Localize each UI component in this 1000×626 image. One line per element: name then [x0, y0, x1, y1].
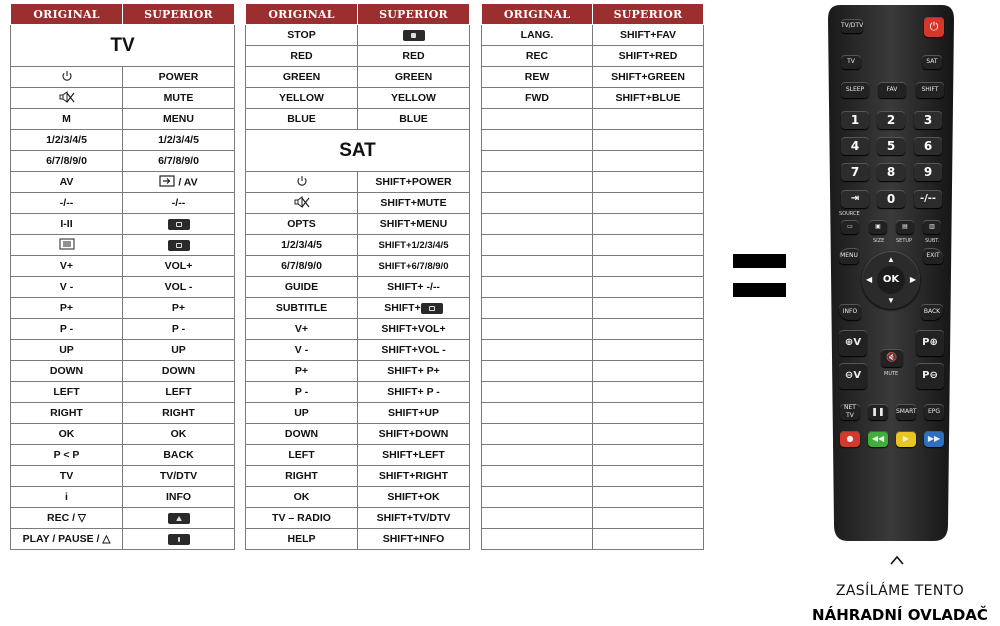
power-icon — [61, 70, 73, 85]
superior-cell — [593, 151, 704, 172]
original-cell: 1/2/3/4/5 — [246, 235, 358, 256]
superior-cell: SHIFT+RIGHT — [358, 466, 470, 487]
blue-button[interactable]: ▶▶ — [924, 431, 944, 447]
table-row — [11, 235, 235, 256]
original-cell: 1/2/3/4/5 — [11, 130, 123, 151]
original-cell: OPTS — [246, 214, 358, 235]
original-cell: HELP — [246, 529, 358, 550]
table-row — [482, 403, 704, 424]
net-tv-button[interactable]: NET TV — [840, 404, 860, 420]
section-title-sat: SAT — [246, 130, 470, 172]
table-row — [246, 235, 470, 256]
table-row — [11, 445, 235, 466]
original-cell — [482, 487, 593, 508]
green-button[interactable]: ◀◀ — [868, 431, 888, 447]
epg-button[interactable]: EPG — [924, 404, 944, 420]
superior-cell — [123, 508, 235, 529]
original-cell: P+ — [11, 298, 123, 319]
superior-cell — [593, 109, 704, 130]
source-button[interactable]: ▭ — [841, 220, 859, 234]
original-cell — [482, 403, 593, 424]
table-row — [246, 319, 470, 340]
original-cell: OK — [11, 424, 123, 445]
superior-cell: SHIFT+TV/DTV — [358, 508, 470, 529]
input-source-button[interactable]: ⇥ — [841, 190, 869, 208]
digit-7-button[interactable]: 7 — [841, 163, 869, 181]
original-cell — [482, 256, 593, 277]
superior-cell — [593, 445, 704, 466]
original-cell: STOP — [246, 25, 358, 46]
table-row — [246, 466, 470, 487]
superior-cell: BLUE — [358, 109, 470, 130]
table-row — [246, 298, 470, 319]
prog-up-button[interactable]: P⊕ — [916, 330, 944, 356]
table-row — [482, 214, 704, 235]
pause-button[interactable]: ❚❚ — [868, 404, 888, 420]
superior-cell: SHIFT+OK — [358, 487, 470, 508]
superior-cell — [593, 214, 704, 235]
original-cell — [482, 340, 593, 361]
tvdtv-button[interactable]: TV/DTV — [841, 19, 863, 33]
original-cell — [482, 298, 593, 319]
superior-cell — [593, 340, 704, 361]
dpad[interactable] — [862, 251, 920, 309]
original-cell: GUIDE — [246, 277, 358, 298]
original-cell: V+ — [11, 256, 123, 277]
superior-cell: -/-- — [123, 193, 235, 214]
superior-cell: SHIFT+GREEN — [593, 67, 704, 88]
table-row — [11, 193, 235, 214]
superior-cell — [593, 382, 704, 403]
table-row — [11, 130, 235, 151]
table-row — [482, 382, 704, 403]
table-row — [482, 46, 704, 67]
original-cell: GREEN — [246, 67, 358, 88]
original-cell: BLUE — [246, 109, 358, 130]
superior-cell: VOL+ — [123, 256, 235, 277]
table-row — [482, 298, 704, 319]
header-original: ORIGINAL — [11, 4, 123, 25]
superior-cell — [593, 529, 704, 550]
superior-cell: SHIFT+POWER — [358, 172, 470, 193]
superior-cell — [123, 235, 235, 256]
original-cell: P - — [11, 319, 123, 340]
menu-button[interactable]: MENU — [839, 248, 859, 264]
original-cell: REC / ▽ — [11, 508, 123, 529]
mute-icon — [294, 196, 310, 211]
table-row — [11, 109, 235, 130]
superior-cell — [123, 214, 235, 235]
original-cell — [482, 151, 593, 172]
digit-6-button[interactable]: 6 — [914, 137, 942, 155]
original-cell: UP — [246, 403, 358, 424]
vol-up-button[interactable]: ⊕V — [839, 330, 867, 356]
up-button-icon — [168, 513, 190, 524]
original-cell: P < P — [11, 445, 123, 466]
red-button[interactable]: ● — [840, 431, 860, 447]
original-cell: YELLOW — [246, 88, 358, 109]
superior-cell — [593, 130, 704, 151]
table-row — [246, 193, 470, 214]
original-cell — [482, 319, 593, 340]
table-row — [246, 88, 470, 109]
equals-bar-bottom — [733, 283, 786, 297]
table-row — [246, 46, 470, 67]
av-label: / AV — [175, 175, 198, 188]
table-row — [11, 382, 235, 403]
setup-label: SETUP — [896, 238, 913, 244]
original-cell: FWD — [482, 88, 593, 109]
fav-button[interactable]: FAV — [878, 82, 906, 98]
original-cell — [482, 529, 593, 550]
original-cell: OK — [246, 487, 358, 508]
original-cell: P - — [246, 382, 358, 403]
original-cell — [246, 193, 358, 214]
mute-icon — [59, 91, 75, 106]
table-row — [11, 67, 235, 88]
button-icon — [421, 303, 443, 314]
table-row — [11, 172, 235, 193]
table-row — [11, 466, 235, 487]
superior-cell: SHIFT+UP — [358, 403, 470, 424]
table-row — [482, 235, 704, 256]
superior-cell: SHIFT+1/2/3/4/5 — [358, 235, 470, 256]
original-cell: 6/7/8/9/0 — [246, 256, 358, 277]
back-button[interactable]: BACK — [921, 304, 943, 320]
superior-cell: 6/7/8/9/0 — [123, 151, 235, 172]
superior-cell: SHIFT+VOL+ — [358, 319, 470, 340]
superior-cell — [123, 172, 235, 193]
subtitle-button[interactable]: ▥ — [923, 220, 941, 234]
table-row — [11, 487, 235, 508]
yellow-button[interactable]: ▶ — [896, 431, 916, 447]
superior-cell: GREEN — [358, 67, 470, 88]
original-cell — [482, 172, 593, 193]
original-cell: P+ — [246, 361, 358, 382]
original-cell: M — [11, 109, 123, 130]
original-cell — [11, 235, 123, 256]
original-cell — [11, 88, 123, 109]
table-row — [11, 151, 235, 172]
table-row — [11, 508, 235, 529]
superior-cell — [593, 361, 704, 382]
superior-cell: INFO — [123, 487, 235, 508]
superior-cell — [593, 466, 704, 487]
original-cell: TV — [11, 466, 123, 487]
table-row — [11, 529, 235, 550]
header-superior: SUPERIOR — [593, 4, 704, 25]
table-row — [482, 508, 704, 529]
superior-cell: POWER — [123, 67, 235, 88]
superior-cell: SHIFT+ P+ — [358, 361, 470, 382]
vol-down-label: V — [853, 370, 862, 381]
original-cell: -/-- — [11, 193, 123, 214]
original-cell: TV – RADIO — [246, 508, 358, 529]
superior-cell: DOWN — [123, 361, 235, 382]
superior-cell: SHIFT+LEFT — [358, 445, 470, 466]
table-sat — [245, 3, 470, 550]
superior-cell: SHIFT+MENU — [358, 214, 470, 235]
superior-cell: LEFT — [123, 382, 235, 403]
digit-1-button[interactable]: 1 — [841, 111, 869, 129]
stop-button-icon — [403, 30, 425, 41]
sat-button[interactable]: SAT — [922, 55, 942, 69]
superior-cell: RED — [358, 46, 470, 67]
superior-cell: 1/2/3/4/5 — [123, 130, 235, 151]
table-row — [11, 319, 235, 340]
table-row — [246, 277, 470, 298]
superior-cell: SHIFT+ P - — [358, 382, 470, 403]
info-button[interactable]: INFO — [839, 304, 861, 320]
superior-cell — [593, 403, 704, 424]
header-superior: SUPERIOR — [358, 4, 470, 25]
original-cell: V - — [11, 277, 123, 298]
superior-cell: YELLOW — [358, 88, 470, 109]
table-row — [11, 340, 235, 361]
digit-8-button[interactable]: 8 — [877, 163, 905, 181]
original-cell — [482, 508, 593, 529]
superior-cell: UP — [123, 340, 235, 361]
mute-button[interactable]: 🔇 — [881, 349, 903, 367]
original-cell: 6/7/8/9/0 — [11, 151, 123, 172]
table-row — [246, 361, 470, 382]
table-row — [246, 403, 470, 424]
superior-cell — [593, 193, 704, 214]
table-row — [11, 298, 235, 319]
table-row — [246, 508, 470, 529]
digit-3-button[interactable]: 3 — [914, 111, 942, 129]
digit-2-button[interactable]: 2 — [877, 111, 905, 129]
table-row — [246, 424, 470, 445]
table-row — [482, 424, 704, 445]
original-cell — [482, 109, 593, 130]
table-row — [482, 193, 704, 214]
superior-cell — [593, 277, 704, 298]
shift-label: SHIFT+ — [384, 302, 421, 314]
superior-cell: P - — [123, 319, 235, 340]
original-cell: i — [11, 487, 123, 508]
table-row — [482, 277, 704, 298]
table-row — [246, 172, 470, 193]
prog-up-label: P — [922, 337, 930, 348]
original-cell: LEFT — [11, 382, 123, 403]
table-row — [246, 25, 470, 46]
original-cell — [482, 277, 593, 298]
original-cell: DOWN — [246, 424, 358, 445]
superior-cell — [593, 487, 704, 508]
power-icon — [296, 175, 308, 190]
superior-cell: SHIFT+ -/-- — [358, 277, 470, 298]
superior-cell: SHIFT+BLUE — [593, 88, 704, 109]
superior-cell — [593, 319, 704, 340]
superior-cell — [593, 508, 704, 529]
button-icon — [168, 240, 190, 251]
table-row — [482, 109, 704, 130]
table-row — [11, 214, 235, 235]
table-row — [482, 172, 704, 193]
superior-cell: SHIFT+MUTE — [358, 193, 470, 214]
original-cell: REW — [482, 67, 593, 88]
superior-cell — [123, 529, 235, 550]
original-cell: RIGHT — [11, 403, 123, 424]
original-cell — [482, 445, 593, 466]
superior-cell: TV/DTV — [123, 466, 235, 487]
dpad-left-icon[interactable]: ◀ — [866, 275, 873, 284]
original-cell: V+ — [246, 319, 358, 340]
digit-5-button[interactable]: 5 — [877, 137, 905, 155]
superior-cell: BACK — [123, 445, 235, 466]
sleep-button[interactable]: SLEEP — [841, 82, 869, 98]
table-row — [482, 25, 704, 46]
prog-down-button[interactable]: P⊖ — [916, 363, 944, 389]
table-row — [482, 340, 704, 361]
vol-down-button[interactable]: ⊖V — [839, 363, 867, 389]
original-cell: PLAY / PAUSE / △ — [11, 529, 123, 550]
source-label: SOURCE — [839, 211, 860, 217]
original-cell — [482, 424, 593, 445]
button-icon — [168, 219, 190, 230]
digit-0-button[interactable]: 0 — [877, 190, 905, 208]
superior-cell: SHIFT+FAV — [593, 25, 704, 46]
table-row — [11, 88, 235, 109]
table-row — [482, 361, 704, 382]
header-original: ORIGINAL — [482, 4, 593, 25]
superior-cell — [593, 298, 704, 319]
superior-cell — [593, 256, 704, 277]
teletext-icon — [59, 238, 75, 253]
table-row — [482, 487, 704, 508]
table-row — [246, 214, 470, 235]
original-cell: V - — [246, 340, 358, 361]
table-row — [11, 361, 235, 382]
table-row — [11, 277, 235, 298]
dpad-up-icon[interactable]: ▲ — [887, 255, 895, 264]
original-cell — [482, 466, 593, 487]
table-row — [246, 529, 470, 550]
size-label: SIZE — [873, 238, 885, 244]
dpad-down-icon[interactable]: ▼ — [887, 296, 895, 305]
table-row — [246, 340, 470, 361]
original-cell: SUBTITLE — [246, 298, 358, 319]
header-superior: SUPERIOR — [123, 4, 235, 25]
original-cell: LANG. — [482, 25, 593, 46]
size-button[interactable]: ▣ — [869, 220, 887, 234]
subt-label: SUBT. — [925, 238, 940, 244]
table-row — [482, 88, 704, 109]
table-tv — [10, 3, 235, 550]
original-cell: DOWN — [11, 361, 123, 382]
original-cell: REC — [482, 46, 593, 67]
prog-down-label: P — [922, 370, 930, 381]
caption-line-2: NÁHRADNÍ OVLADAČ — [812, 606, 988, 624]
superior-cell: RIGHT — [123, 403, 235, 424]
table-row — [482, 151, 704, 172]
original-cell — [246, 172, 358, 193]
table-row — [11, 256, 235, 277]
tv-button[interactable]: TV — [841, 55, 861, 69]
table-row — [482, 466, 704, 487]
caption-line-1: ZASÍLÁME TENTO — [835, 583, 965, 599]
table-extra — [481, 3, 704, 550]
superior-cell: OK — [123, 424, 235, 445]
ok-button[interactable]: OK — [877, 266, 905, 294]
original-cell: RIGHT — [246, 466, 358, 487]
table-row — [246, 445, 470, 466]
smart-button[interactable]: SMART — [896, 404, 916, 420]
original-cell — [482, 214, 593, 235]
section-title-tv: TV — [11, 25, 235, 67]
original-cell: AV — [11, 172, 123, 193]
chevron-up-icon — [890, 553, 904, 567]
table-row — [11, 403, 235, 424]
table-row — [246, 487, 470, 508]
superior-cell: MUTE — [123, 88, 235, 109]
superior-cell — [593, 172, 704, 193]
superior-cell: SHIFT+VOL - — [358, 340, 470, 361]
original-cell — [482, 382, 593, 403]
superior-cell — [593, 424, 704, 445]
table-row — [246, 256, 470, 277]
table-row — [482, 319, 704, 340]
superior-cell — [358, 298, 470, 319]
table-row — [482, 130, 704, 151]
digit-4-button[interactable]: 4 — [841, 137, 869, 155]
superior-cell — [358, 25, 470, 46]
equals-bar-top — [733, 254, 786, 268]
digit-9-button[interactable]: 9 — [914, 163, 942, 181]
setup-button[interactable]: ▤ — [896, 220, 914, 234]
play-button-icon — [168, 534, 190, 545]
original-cell — [11, 67, 123, 88]
superior-cell: SHIFT+RED — [593, 46, 704, 67]
power-button[interactable]: ⏻ — [924, 17, 944, 37]
original-cell — [482, 193, 593, 214]
superior-cell: SHIFT+INFO — [358, 529, 470, 550]
superior-cell — [593, 235, 704, 256]
table-row — [246, 109, 470, 130]
table-row — [482, 256, 704, 277]
superior-cell: SHIFT+6/7/8/9/0 — [358, 256, 470, 277]
superior-cell: MENU — [123, 109, 235, 130]
original-cell — [482, 235, 593, 256]
shift-button[interactable]: SHIFT — [916, 82, 944, 98]
superior-cell: SHIFT+DOWN — [358, 424, 470, 445]
input-source-icon — [159, 175, 175, 190]
vol-up-label: V — [853, 337, 862, 348]
superior-cell: VOL - — [123, 277, 235, 298]
exit-button[interactable]: EXIT — [923, 248, 943, 264]
table-row — [482, 67, 704, 88]
original-cell: UP — [11, 340, 123, 361]
header-original: ORIGINAL — [246, 4, 358, 25]
dash-button[interactable]: -/-- — [914, 190, 942, 208]
table-row — [482, 529, 704, 550]
original-cell — [482, 361, 593, 382]
superior-cell: P+ — [123, 298, 235, 319]
original-cell: RED — [246, 46, 358, 67]
dpad-right-icon[interactable]: ▶ — [909, 275, 916, 284]
table-row — [482, 445, 704, 466]
original-cell — [482, 130, 593, 151]
table-row — [246, 382, 470, 403]
original-cell: LEFT — [246, 445, 358, 466]
original-cell: I-II — [11, 214, 123, 235]
remote-control — [826, 5, 956, 543]
mute-label: MUTE — [884, 371, 899, 377]
table-row — [246, 67, 470, 88]
table-row — [11, 424, 235, 445]
